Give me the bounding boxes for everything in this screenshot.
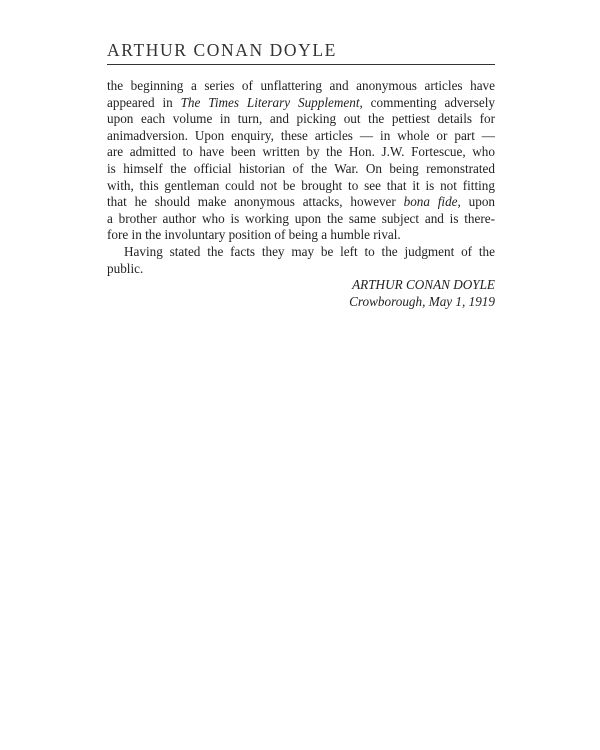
- text-line: a brother author who is working upon the same subject and is there-: [107, 210, 495, 226]
- body-text: [107, 78, 495, 310]
- text-line: Having stated the facts they may be left to the judgment of the: [124, 243, 495, 259]
- text-line: upon each volume in turn, and picking out the pettiest details for: [107, 111, 495, 127]
- signature-block: [107, 277, 495, 310]
- text-line: are admitted to have been written by the Hon. J.W. Fortescue, who: [107, 144, 495, 160]
- signature-place-date: Crowborough, May 1, 1919: [349, 293, 495, 309]
- text-line: public.: [107, 260, 144, 276]
- paragraph-1: [107, 78, 495, 244]
- paragraph-2: [107, 244, 495, 277]
- text-line: appeared in The Times Literary Supplement, commenting adversely: [107, 94, 496, 110]
- header-rule: [107, 64, 495, 65]
- signature-name: ARTHUR CONAN DOYLE: [352, 277, 495, 293]
- text-line: fore in the involuntary position of being a humble rival.: [107, 227, 401, 243]
- text-line: with, this gentleman could not be brought to see that it is not fitting: [107, 177, 495, 193]
- text-line: animadversion. Upon enquiry, these articles — in whole or part —: [107, 127, 495, 143]
- running-head: ARTHUR CONAN DOYLE: [107, 40, 337, 60]
- text-line: that he should make anonymous attacks, however bona fide, upon: [107, 194, 496, 210]
- text-line: the beginning a series of unflattering and anonymous articles have: [107, 78, 495, 93]
- text-line: is himself the official historian of the War. On being remonstrated: [107, 160, 495, 176]
- italic-phrase: bona fide: [403, 194, 458, 210]
- publication-title: The Times Literary Supplement: [180, 94, 360, 110]
